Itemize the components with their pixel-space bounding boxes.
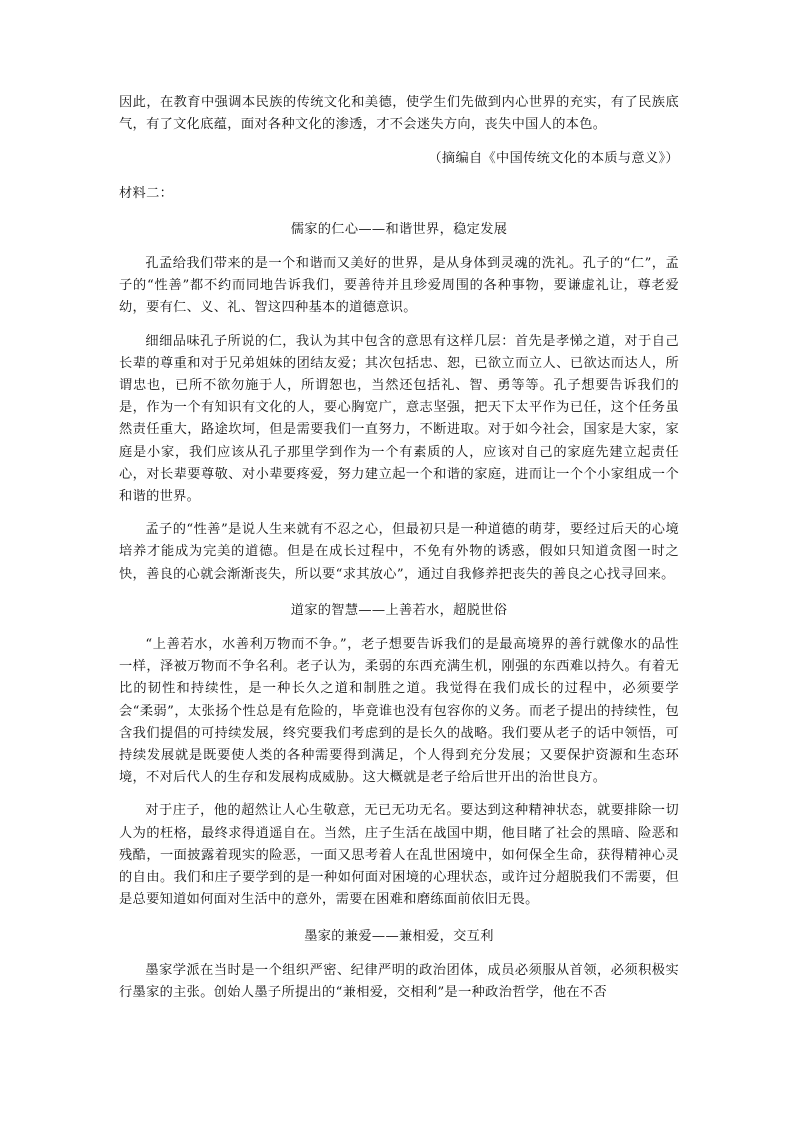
material-label: 材料二： — [119, 185, 174, 201]
document-page — [119, 92, 679, 1004]
section-confucian — [119, 219, 679, 586]
paragraph: 孔孟给我们带来的是一个和谐而又美好的世界，是从身体到灵魂的洗礼。孔子的“仁”，孟子的“性善”都不约而同地告诉我们，要善待并且珍爱周围的各种事物，要谦虚礼让，尊老爱幼，要有仁、义、礼、智这四种基本的道德意识。 — [119, 256, 679, 316]
paragraph: 对于庄子，他的超然让人心生敬意，无已无功无名。要达到这种精神状态，就要排除一切人为的枉格，最终求得逍遥自在。当然，庄子生活在战国中期，他目睹了社会的黑暗、险恶和残酷，一面披露着现实的险恶，一面又思考着人在乱世困境中，如何保全生命，获得精神心灵的自由。我们和庄子要学到的是一种如何面对困境的心理状态，或许过分超脱我们不需要，但是总要知道如何面对生活中的意外，需要在困难和磨练面前依旧无畏。 — [119, 803, 679, 908]
section-heading: 墨家的兼爱——兼相爱，交互利 — [304, 928, 494, 944]
paragraph: 孟子的“性善”是说人生来就有不忍之心，但最初只是一种道德的萌芽，要经过后天的心境培养才能成为完美的道德。但是在成长过程中，不免有外物的诱惑，假如只知道贪图一时之快，善良的心就会渐渐丧失，所以要“求其放心”，通过自我修养把丧失的善良之心找寻回来。 — [119, 522, 679, 582]
paragraph: 细细品味孔子所说的仁，我认为其中包含的意思有这样几层：首先是孝悌之道，对于自己长辈的尊重和对于兄弟姐妹的团结友爱；其次包括忠、恕，已欲立而立人、已欲达而达人，所谓忠也，已所不欲勿施于人，所谓恕也，当然还包括礼、智、勇等等。孔子想要告诉我们的是，作为一个有知识有文化的人，要心胸宽广，意志坚强，把天下太平作为已任，这个任务虽然责任重大，路途坎坷，但是需要我们一直努力，不断进取。对于如今社会，国家是大家，家庭是小家，我们应该从孔子那里学到作为一个有素质的人，应该对自己的家庭先建立起责任心，对长辈要尊敬、对小辈要疼爱，努力建立起一个和谐的家庭，进而让一个个小家组成一个和谐的世界。 — [119, 333, 679, 505]
section-heading: 儒家的仁心——和谐世界，稳定发展 — [290, 221, 508, 237]
section-taoist — [119, 600, 679, 912]
paragraph: “上善若水，水善利万物而不争。”，老子想要告诉我们的是最高境界的善行就像水的品性一样，泽被万物而不争名利。老子认为，柔弱的东西充满生机，刚强的东西难以持久。有着无比的韧性和持续性，是一种长久之道和制胜之道。我觉得在我们成长的过程中，必须要学会“柔弱”，太张扬个性总是有危险的，毕竟谁也没有包容你的义务。而老子提出的持续性，包含我们提倡的可持续发展，终究要我们考虑到的是长久的战略。我们要从老子的话中领悟，可持续发展就是既要使人类的各种需要得到满足，个人得到充分发展；又要保护资源和生态环境，不对后代人的生存和发展构成威胁。这大概就是老子给后世开出的治世良方。 — [119, 637, 679, 786]
paragraph: 墨家学派在当时是一个组织严密、纪律严明的政治团体，成员必须服从首领，必须积极实行墨家的主张。创始人墨子所提出的“兼相爱，交相利”是一种政治哲学，他在不否 — [119, 962, 679, 1000]
source-citation: （摘编自《中国传统文化的本质与意义》） — [428, 151, 679, 167]
section-heading: 道家的智慧——上善若水，超脱世俗 — [290, 602, 508, 618]
intro-paragraph: 因此，在教育中强调本民族的传统文化和美德，使学生们先做到内心世界的充实，有了民族底气，有了文化底蕴，面对各种文化的渗透，才不会迷失方向，丧失中国人的本色。 — [119, 95, 679, 133]
section-mohist — [119, 926, 679, 1005]
